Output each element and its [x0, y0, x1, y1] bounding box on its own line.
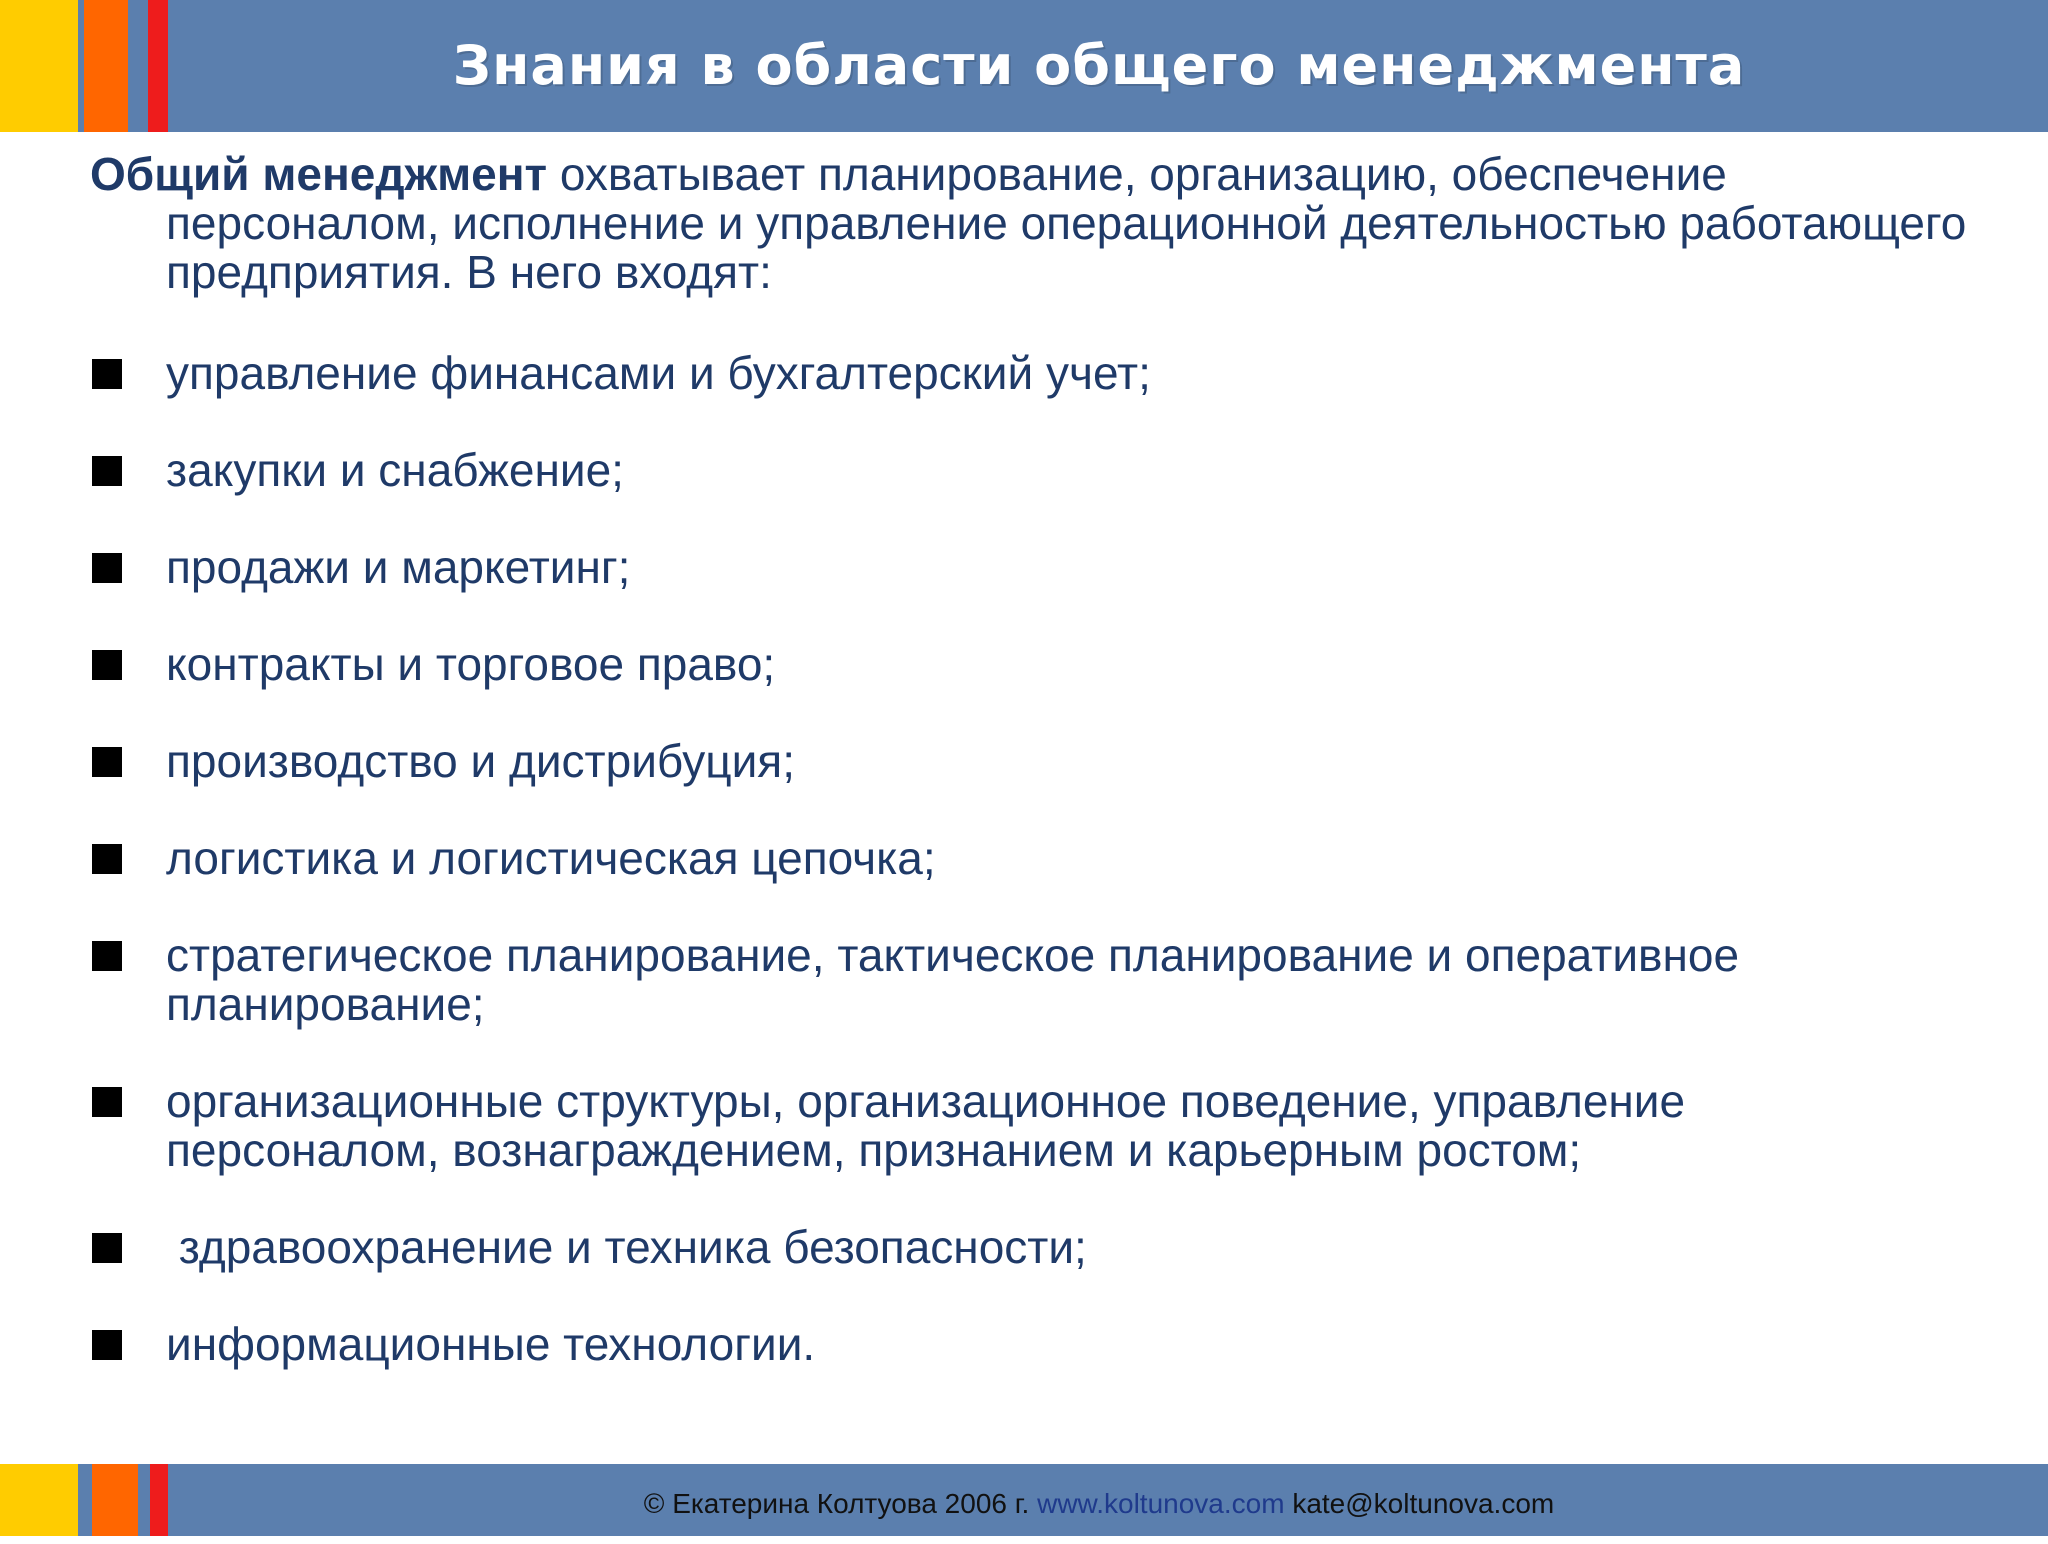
bullet-list [90, 349, 1970, 1369]
square-bullet-icon [92, 1330, 122, 1360]
decorative-stripe-red [148, 0, 168, 132]
square-bullet-icon [92, 456, 122, 486]
list-item [90, 543, 1970, 592]
decorative-stripe-yellow [0, 1464, 78, 1536]
list-item-text: закупки и снабжение; [166, 444, 624, 496]
list-item [90, 1320, 1970, 1369]
email-link[interactable]: kate@koltunova.com [1284, 1488, 1555, 1519]
square-bullet-icon [92, 941, 122, 971]
square-bullet-icon [92, 359, 122, 389]
square-bullet-icon [92, 553, 122, 583]
list-item [90, 1077, 1970, 1175]
header-bar [0, 0, 2048, 132]
intro-bold-term: Общий менеджмент [90, 148, 548, 200]
copyright-text: © Екатерина Колтуова 2006 г. [643, 1488, 1038, 1519]
page-title: Знания в области общего менеджмента [452, 34, 1746, 97]
list-item-text: организационные структуры, организационное поведение, управление персоналом, вознаграждением, признанием и карьерным ростом; [166, 1075, 1686, 1176]
list-item-text: логистика и логистическая цепочка; [166, 832, 936, 884]
list-item-text: контракты и торговое право; [166, 638, 776, 690]
slide-content [90, 150, 1970, 1417]
list-item-text: здравоохранение и техника безопасности; [166, 1221, 1087, 1273]
list-item-text: продажи и маркетинг; [166, 541, 631, 593]
list-item [90, 349, 1970, 398]
square-bullet-icon [92, 747, 122, 777]
list-item-text: информационные технологии. [166, 1318, 816, 1370]
list-item [90, 931, 1970, 1029]
square-bullet-icon [92, 844, 122, 874]
footer-bar [0, 1464, 2048, 1536]
decorative-stripe-red [150, 1464, 168, 1536]
list-item-text: стратегическое планирование, тактическое планирование и оперативное планирование; [166, 929, 1740, 1030]
square-bullet-icon [92, 650, 122, 680]
website-link[interactable]: www.koltunova.com [1037, 1488, 1285, 1519]
list-item-text: производство и дистрибуция; [166, 735, 795, 787]
decorative-stripe-yellow [0, 0, 78, 132]
intro-text: охватывает планирование, организацию, обеспечение персоналом, исполнение и управление операционной деятельностью работающего предприятия. В него входят: [166, 148, 1967, 298]
list-item-text: управление финансами и бухгалтерский учет; [166, 347, 1151, 399]
square-bullet-icon [92, 1233, 122, 1263]
square-bullet-icon [92, 1087, 122, 1117]
intro-paragraph [90, 150, 1970, 297]
list-item [90, 737, 1970, 786]
decorative-stripe-orange [84, 0, 128, 132]
list-item [90, 640, 1970, 689]
list-item [90, 1223, 1970, 1272]
footer-text [190, 1464, 2008, 1536]
decorative-stripe-orange [92, 1464, 138, 1536]
list-item [90, 834, 1970, 883]
list-item [90, 446, 1970, 495]
